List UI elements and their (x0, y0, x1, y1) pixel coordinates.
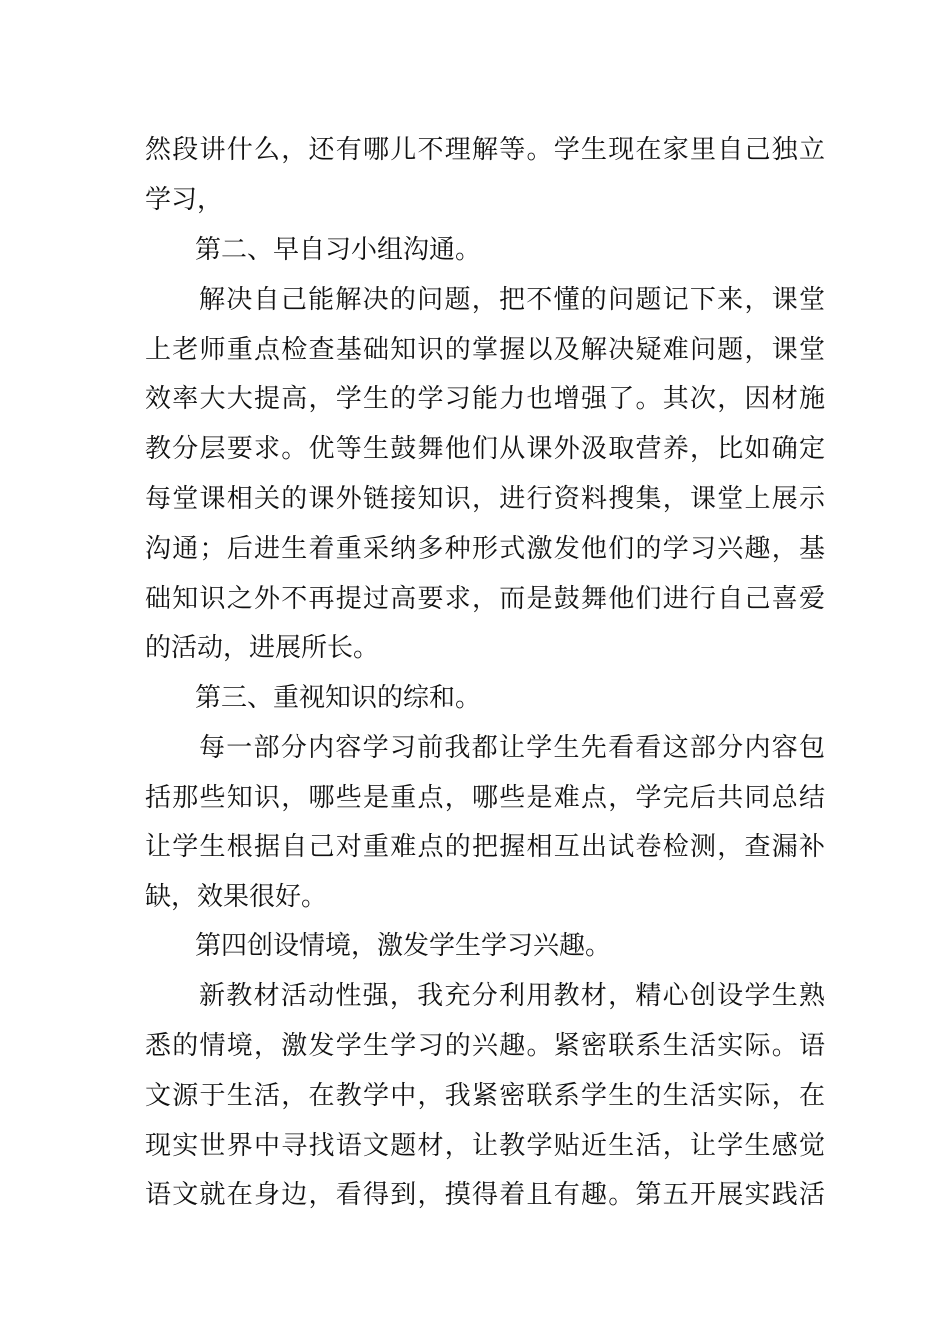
text-line: 悉的情境，激发学生学习的兴趣。紧密联系生活实际。语 (145, 1031, 825, 1061)
text-line: 让学生根据自己对重难点的把握相互出试卷检测，查漏补 (145, 832, 825, 862)
text-line: 括那些知识，哪些是重点，哪些是难点，学完后共同总结 (145, 783, 825, 813)
text-line: 新教材活动性强，我充分利用教材，精心创设学生熟 (199, 981, 825, 1011)
section-heading: 第二、早自习小组沟通。 (195, 235, 482, 265)
text-line: 然段讲什么，还有哪儿不理解等。学生现在家里自己独立 (145, 135, 825, 165)
text-line: 文源于生活，在教学中，我紧密联系学生的生活实际，在 (145, 1081, 825, 1111)
text-line: 教分层要求。优等生鼓舞他们从课外汲取营养，比如确定 (145, 434, 825, 464)
section-heading: 第四创设情境，激发学生学习兴趣。 (195, 931, 612, 961)
text-line: 效率大大提高，学生的学习能力也增强了。其次，因材施 (145, 384, 825, 414)
section-heading: 第三、重视知识的综和。 (195, 683, 482, 713)
text-line: 学习， (145, 185, 224, 215)
text-line: 每堂课相关的课外链接知识，进行资料搜集，课堂上展示 (145, 484, 825, 514)
text-line: 沟通；后进生着重采纳多种形式激发他们的学习兴趣，基 (145, 534, 825, 564)
text-line: 上老师重点检查基础知识的掌握以及解决疑难问题，课堂 (145, 335, 825, 365)
text-line: 解决自己能解决的问题，把不懂的问题记下来，课堂 (199, 285, 825, 315)
text-line: 现实世界中寻找语文题材，让教学贴近生活，让学生感觉 (145, 1131, 825, 1161)
text-line: 的活动，进展所长。 (145, 633, 380, 663)
text-line: 语文就在身边，看得到，摸得着且有趣。第五开展实践活 (145, 1180, 825, 1210)
text-line: 础知识之外不再提过高要求，而是鼓舞他们进行自己喜爱 (145, 584, 825, 614)
text-line: 每一部分内容学习前我都让学生先看看这部分内容包 (199, 733, 825, 763)
text-line: 缺，效果很好。 (145, 882, 328, 912)
